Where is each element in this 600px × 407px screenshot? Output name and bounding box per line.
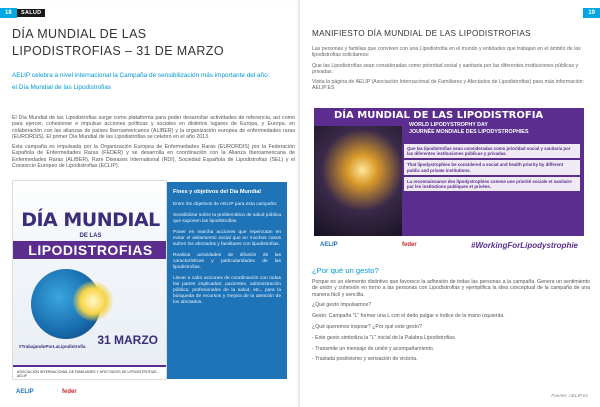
gesture-body bbox=[312, 279, 590, 367]
article-body bbox=[12, 115, 295, 173]
poster-title-line-1: DÍA MUNDIAL bbox=[21, 209, 160, 231]
objective-item: Sensibilizar sobre la problemática de salud pública que suponen las lipodistrofias. bbox=[173, 213, 281, 224]
body-paragraph: ¿Qué gesto impulsamos? bbox=[312, 302, 372, 309]
banner-heading: DÍA MUNDIAL DE LAS LIPODISTROFIA bbox=[334, 110, 544, 121]
objectives-title: Fines y objetivos del Día Mundial bbox=[173, 189, 261, 195]
campaign-poster bbox=[12, 180, 167, 380]
poster-footer-text: ASOCIACIÓN INTERNACIONAL DE FAMILIARES Y AFECTADOS DE LIPODISTROFIAS - AELIP bbox=[17, 370, 159, 378]
aelip-logo: AELIP bbox=[16, 389, 34, 395]
campaign-banner bbox=[314, 108, 584, 258]
page-number-right: 19 bbox=[583, 8, 600, 18]
poster-hashtag: #TrabajandoPorLaLipodistrofia bbox=[19, 344, 86, 349]
banner-statement: La reconnaissance des lipodystrophies comme une priorité sociale et sanitaire par les institutions publiques et privées. bbox=[404, 177, 580, 191]
night-sky-photo bbox=[314, 126, 402, 236]
manifesto-body bbox=[312, 46, 587, 96]
objective-item: Poner en marcha acciones que repercutan en evitar el aislamiento social que en muchos casos sufren los afectados y familiares con lipodistrofias. bbox=[173, 230, 281, 247]
section-label: SALUD bbox=[17, 9, 45, 17]
objectives-box bbox=[167, 182, 287, 379]
poster-title-line-2: DE LAS bbox=[79, 233, 102, 239]
body-paragraph: Gesto: Campaña "L" formar una L con el dedo pulgar e índice de la mano izquierda. bbox=[312, 313, 505, 320]
body-paragraph: Que las Lipodistrofias sean consideradas como prioridad social y sanitaria por las diferentes instituciones públicas y privadas. bbox=[312, 62, 579, 75]
banner-subheading-fr: JOURNÉE MONDIALE DES LIPODYSTROPHIES bbox=[409, 129, 529, 135]
article-subtitle-line-1: AELIP celebra a nivel internacional la Campaña de sensibilización más importante del año: bbox=[12, 72, 270, 79]
body-paragraph: - Traslada positivismo y sensación de victoria. bbox=[312, 356, 418, 363]
body-paragraph: - Este gesto simboliza la "L" inicial de la Palabra Lipodistrofias. bbox=[312, 334, 457, 341]
article-title-line-1: DÍA MUNDIAL DE LAS bbox=[12, 27, 147, 41]
manifesto-title: MANIFIESTO DÍA MUNDIAL DE LAS LIPODISTROFIAS bbox=[312, 29, 531, 38]
poster-title-line-3: LIPODISTROFIAS bbox=[13, 241, 167, 259]
banner-subheading-en: WORLD LIPODYSTROPHY DAY bbox=[409, 122, 488, 128]
banner-footer bbox=[314, 236, 584, 258]
objective-item: Realizar actividades de difusión de las características y particularidades de las lipodistrofias. bbox=[173, 253, 281, 270]
body-paragraph: ¿Qué queremos inspirar? ¿Por qué este gesto? bbox=[312, 323, 422, 330]
body-paragraph: Esta campaña es impulsada por la Organización Europea de Enfermedades Raras (EURORDIS) por la Federación Española de Enfermedades Raras (FEDER) y se desarrolla en coordinación con la Alianza Iberoamericana de Enfermedades Raras (ALIBER), Rare Diseases International (RDI), Sociedad Española de Lipodistrofias (SEL) y el Consorcio Europeo de Lipodistrofias (ECLIP). bbox=[12, 144, 295, 170]
banner-statement: That lipodystrophies be considered a social and health priority by different public and private institutions. bbox=[404, 160, 580, 174]
feder-logo: feder bbox=[402, 242, 417, 248]
banner-statements bbox=[404, 144, 580, 230]
objective-item: Llevar a cabo acciones de coordinación con todas las partes implicadas: pacientes, administración pública, profesionales de la salud, etc., para la búsqueda de recursos y mejora de la atención de los afectados. bbox=[173, 276, 281, 305]
body-paragraph: Las personas y familias que conviven con una Lipodistrofia en el mundo y entidades que trabajan en el ámbito de las lipodistrofias solicitamos: bbox=[312, 46, 581, 59]
feder-logo: feder bbox=[62, 389, 77, 395]
banner-hashtag: #WorkingForLipodystrophie bbox=[471, 241, 578, 250]
article-title bbox=[12, 26, 292, 60]
banner-statement: Que las lipodistrofias sean consideradas como prioridad social y sanitaria por las diferentes instituciones públicas y privadas. bbox=[404, 144, 580, 158]
page-number-left: 18 bbox=[0, 8, 17, 18]
body-paragraph: Porque es un elemento distintivo que favorece la adhesión de todas las personas a la campaña. Genera un sentimiento de unión y cohesión en torno a las personas con Lipodistrofias y ejemplifica la idea conceptual de la campaña de una manera fácil y sencilla. bbox=[312, 279, 590, 298]
body-paragraph: Visita la página de AELIP (Asociación Internacional de Familiares y Afectados de Lipodistrofias) para más información: AELIP.ES bbox=[312, 79, 585, 92]
article-subtitle-line-2: el Día Mundial de las Lipodistrofias bbox=[12, 84, 112, 91]
source-note: Fuente: AELIP.es bbox=[551, 394, 588, 399]
body-paragraph: - Transmite un mensaje de unión y acompañamiento. bbox=[312, 345, 435, 352]
article-subtitle bbox=[12, 70, 292, 94]
aelip-logo: AELIP bbox=[320, 242, 338, 248]
article-title-line-2: LIPODISTROFIAS – 31 DE MARZO bbox=[12, 44, 224, 58]
body-paragraph: El Día Mundial de las Lipodistrofias surge como plataforma para poder desarrollar actividades de referencia, así como para ejercer, cohesionar e impulsar acciones políticas y sociales en distintos lugares de Europa, y Europa, en colaboración con las alianzas de países Iberoamericanos (ALIBER) y la organización europea de enfermedades raras (EURORDIS). El primer Día Mundial de las Lipodistrofias se celebró en el año 2013. bbox=[12, 115, 295, 140]
poster-date: 31 MARZO bbox=[97, 333, 158, 347]
sun-icon bbox=[73, 281, 113, 321]
right-page bbox=[300, 0, 600, 407]
objective-item: Entre los objetivos de AELIP para esta campaña: bbox=[173, 202, 278, 207]
poster-footer bbox=[13, 365, 167, 379]
gesture-question: ¿Por qué un gesto? bbox=[312, 266, 379, 275]
